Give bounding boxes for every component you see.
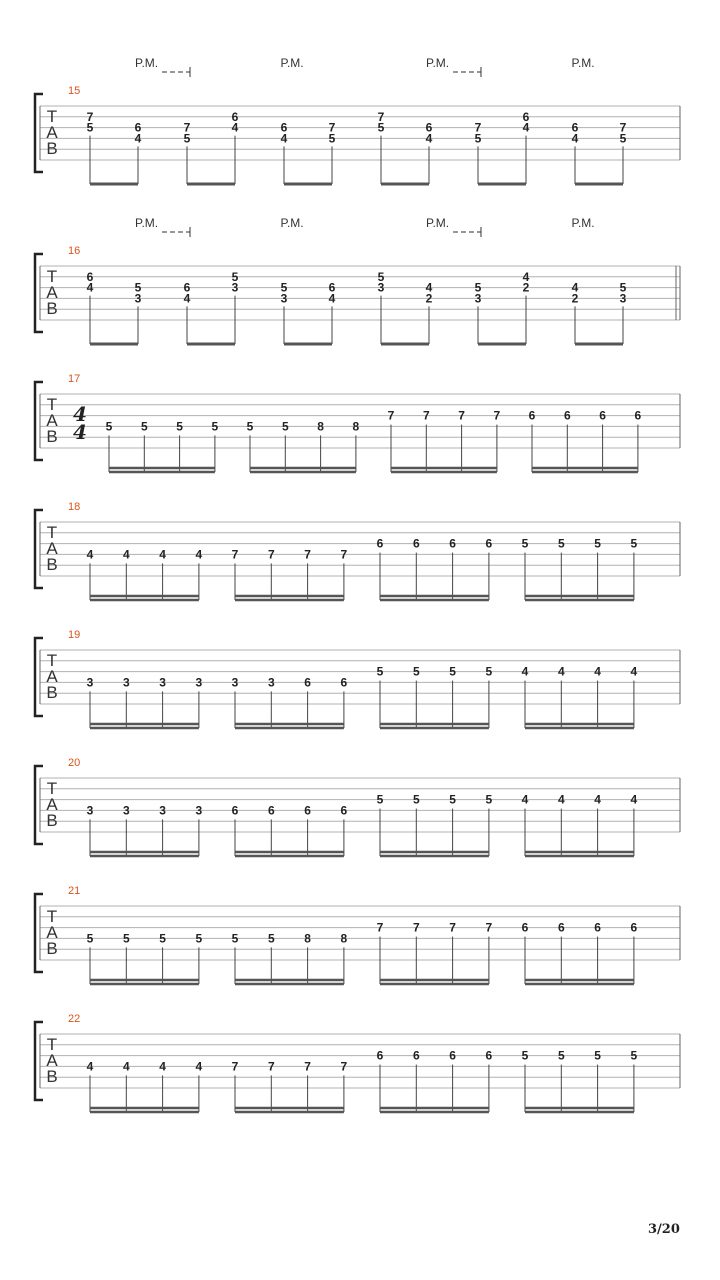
fret-number: 5	[134, 280, 142, 295]
time-signature-numerator: 4	[73, 402, 87, 426]
fret-number: 5	[449, 792, 456, 807]
fret-number: 7	[267, 1059, 275, 1074]
fret-number: 6	[425, 120, 433, 135]
fret-number: 5	[594, 536, 601, 551]
fret-number: 7	[183, 120, 191, 135]
fret-number: 6	[304, 803, 311, 818]
fret-number: 6	[528, 408, 536, 423]
fret-number: 5	[195, 931, 203, 946]
fret-number: 5	[159, 931, 166, 946]
tab-clef-letter: T	[46, 267, 58, 286]
fret-number: 5	[377, 269, 385, 284]
fret-number: 7	[328, 120, 336, 135]
fret-number: 5	[231, 931, 239, 946]
fret-number: 5	[485, 664, 493, 679]
fret-number: 4	[195, 1059, 203, 1074]
tab-clef-letter: T	[46, 107, 58, 126]
tab-clef-letter: A	[46, 667, 58, 686]
measure-number: 21	[68, 885, 81, 897]
fret-number: 5	[328, 131, 336, 146]
fret-number: 6	[231, 803, 239, 818]
fret-number: 3	[159, 803, 166, 818]
palm-mute-label: P.M.	[571, 56, 595, 70]
fret-number: 4	[195, 547, 203, 562]
fret-number: 8	[340, 931, 348, 946]
fret-number: 8	[352, 419, 360, 434]
fret-number: 5	[630, 1048, 638, 1063]
fret-number: 5	[105, 419, 113, 434]
fret-number: 8	[317, 419, 324, 434]
fret-number: 7	[485, 920, 493, 935]
palm-mute-label: P.M.	[280, 216, 304, 230]
fret-number: 3	[86, 675, 94, 690]
tab-clef-letter: B	[46, 427, 58, 446]
fret-number: 5	[630, 536, 638, 551]
tab-clef-letter: B	[46, 683, 58, 702]
fret-number: 7	[422, 408, 430, 423]
fret-number: 3	[86, 803, 94, 818]
fret-number: 7	[304, 547, 311, 562]
fret-number: 6	[449, 1048, 456, 1063]
fret-number: 3	[195, 675, 203, 690]
fret-number: 4	[571, 131, 579, 146]
tab-clef-letter: A	[46, 1051, 58, 1070]
fret-number: 5	[376, 664, 384, 679]
fret-number: 7	[267, 547, 275, 562]
measure-number: 15	[68, 85, 81, 97]
fret-number: 6	[449, 536, 456, 551]
fret-number: 5	[619, 131, 627, 146]
fret-number: 4	[328, 291, 336, 306]
fret-number: 7	[231, 547, 239, 562]
fret-number: 5	[377, 120, 385, 135]
fret-number: 3	[280, 291, 288, 306]
measure-number: 20	[68, 757, 81, 769]
fret-number: 3	[195, 803, 203, 818]
fret-number: 6	[412, 1048, 420, 1063]
fret-number: 2	[571, 291, 579, 306]
fret-number: 5	[449, 664, 456, 679]
fret-number: 5	[281, 419, 289, 434]
fret-number: 6	[376, 536, 384, 551]
fret-number: 6	[522, 109, 530, 124]
fret-number: 5	[619, 280, 627, 295]
fret-number: 4	[594, 664, 601, 679]
fret-number: 5	[176, 419, 183, 434]
palm-mute-label: P.M.	[426, 216, 450, 230]
fret-number: 4	[122, 547, 130, 562]
fret-number: 6	[86, 269, 94, 284]
fret-number: 7	[387, 408, 395, 423]
fret-number: 5	[474, 280, 482, 295]
tab-clef-letter: B	[46, 555, 58, 574]
fret-number: 6	[134, 120, 142, 135]
fret-number: 7	[304, 1059, 311, 1074]
fret-number: 7	[377, 109, 385, 124]
fret-number: 3	[159, 675, 166, 690]
fret-number: 4	[86, 280, 94, 295]
tab-clef-letter: T	[46, 1035, 58, 1054]
fret-number: 6	[280, 120, 288, 135]
palm-mute-label: P.M.	[571, 216, 595, 230]
fret-number: 3	[134, 291, 142, 306]
fret-number: 6	[594, 920, 601, 935]
fret-number: 5	[122, 931, 130, 946]
fret-number: 6	[231, 109, 239, 124]
fret-number: 4	[522, 120, 530, 135]
fret-number: 4	[231, 120, 239, 135]
fret-number: 6	[485, 1048, 493, 1063]
tab-clef-letter: T	[46, 395, 58, 414]
fret-number: 6	[304, 675, 311, 690]
fret-number: 6	[376, 1048, 384, 1063]
fret-number: 5	[485, 792, 493, 807]
fret-number: 8	[304, 931, 311, 946]
measure-number: 18	[68, 501, 81, 513]
fret-number: 7	[376, 920, 384, 935]
fret-number: 3	[231, 280, 239, 295]
fret-number: 5	[474, 131, 482, 146]
fret-number: 6	[599, 408, 606, 423]
fret-number: 5	[280, 280, 288, 295]
fret-number: 6	[485, 536, 493, 551]
fret-number: 5	[86, 931, 94, 946]
fret-number: 4	[557, 664, 565, 679]
fret-number: 6	[412, 536, 420, 551]
tab-clef-letter: B	[46, 939, 58, 958]
fret-number: 5	[231, 269, 239, 284]
fret-number: 4	[159, 547, 166, 562]
fret-number: 3	[619, 291, 627, 306]
measure-number: 17	[68, 373, 81, 385]
fret-number: 5	[376, 792, 384, 807]
fret-number: 5	[521, 536, 529, 551]
tab-clef-letter: T	[46, 651, 58, 670]
fret-number: 4	[630, 792, 638, 807]
fret-number: 5	[594, 1048, 601, 1063]
fret-number: 3	[122, 803, 130, 818]
palm-mute-label: P.M.	[280, 56, 304, 70]
fret-number: 7	[412, 920, 420, 935]
fret-number: 5	[246, 419, 254, 434]
palm-mute-label: P.M.	[426, 56, 450, 70]
measure-number: 22	[68, 1013, 81, 1025]
fret-number: 4	[571, 280, 579, 295]
fret-number: 6	[340, 675, 348, 690]
fret-number: 4	[630, 664, 638, 679]
fret-number: 6	[267, 803, 275, 818]
fret-number: 6	[557, 920, 565, 935]
fret-number: 5	[557, 1048, 565, 1063]
fret-number: 5	[412, 792, 420, 807]
tab-clef-letter: A	[46, 923, 58, 942]
fret-number: 5	[183, 131, 191, 146]
fret-number: 4	[594, 792, 601, 807]
fret-number: 5	[267, 931, 275, 946]
tab-clef-letter: A	[46, 123, 58, 142]
fret-number: 2	[425, 291, 433, 306]
fret-number: 5	[86, 120, 94, 135]
fret-number: 6	[183, 280, 191, 295]
fret-number: 5	[412, 664, 420, 679]
fret-number: 6	[630, 920, 638, 935]
fret-number: 6	[571, 120, 579, 135]
fret-number: 4	[86, 547, 94, 562]
fret-number: 4	[521, 792, 529, 807]
tab-clef-letter: A	[46, 283, 58, 302]
fret-number: 4	[183, 291, 191, 306]
fret-number: 2	[522, 280, 530, 295]
fret-number: 6	[328, 280, 336, 295]
tab-clef-letter: B	[46, 1067, 58, 1086]
fret-number: 5	[557, 536, 565, 551]
fret-number: 6	[634, 408, 642, 423]
tab-clef-letter: B	[46, 299, 58, 318]
fret-number: 4	[134, 131, 142, 146]
tab-clef-letter: A	[46, 539, 58, 558]
fret-number: 6	[521, 920, 529, 935]
tab-clef-letter: A	[46, 795, 58, 814]
fret-number: 4	[522, 269, 530, 284]
fret-number: 7	[340, 547, 348, 562]
tab-clef-letter: T	[46, 523, 58, 542]
fret-number: 7	[474, 120, 482, 135]
tab-clef-letter: T	[46, 779, 58, 798]
fret-number: 7	[458, 408, 465, 423]
measure-number: 19	[68, 629, 81, 641]
measure-number: 16	[68, 245, 81, 257]
tab-clef-letter: B	[46, 139, 58, 158]
time-signature-denominator: 4	[73, 420, 87, 444]
tab-clef-letter: A	[46, 411, 58, 430]
tab-clef-letter: T	[46, 907, 58, 926]
fret-number: 3	[377, 280, 385, 295]
tab-clef-letter: B	[46, 811, 58, 830]
fret-number: 7	[231, 1059, 239, 1074]
fret-number: 7	[86, 109, 94, 124]
fret-number: 4	[86, 1059, 94, 1074]
palm-mute-label: P.M.	[135, 216, 159, 230]
fret-number: 4	[122, 1059, 130, 1074]
fret-number: 5	[211, 419, 219, 434]
fret-number: 7	[493, 408, 501, 423]
fret-number: 4	[425, 280, 433, 295]
fret-number: 3	[267, 675, 275, 690]
palm-mute-label: P.M.	[135, 56, 159, 70]
fret-number: 3	[122, 675, 130, 690]
fret-number: 4	[557, 792, 565, 807]
fret-number: 3	[231, 675, 239, 690]
page-number: 3/20	[648, 1222, 680, 1237]
fret-number: 4	[159, 1059, 166, 1074]
fret-number: 5	[521, 1048, 529, 1063]
fret-number: 4	[280, 131, 288, 146]
fret-number: 5	[140, 419, 148, 434]
fret-number: 4	[425, 131, 433, 146]
fret-number: 7	[449, 920, 456, 935]
fret-number: 3	[474, 291, 482, 306]
fret-number: 7	[619, 120, 627, 135]
fret-number: 4	[521, 664, 529, 679]
fret-number: 6	[563, 408, 571, 423]
fret-number: 7	[340, 1059, 348, 1074]
fret-number: 6	[340, 803, 348, 818]
